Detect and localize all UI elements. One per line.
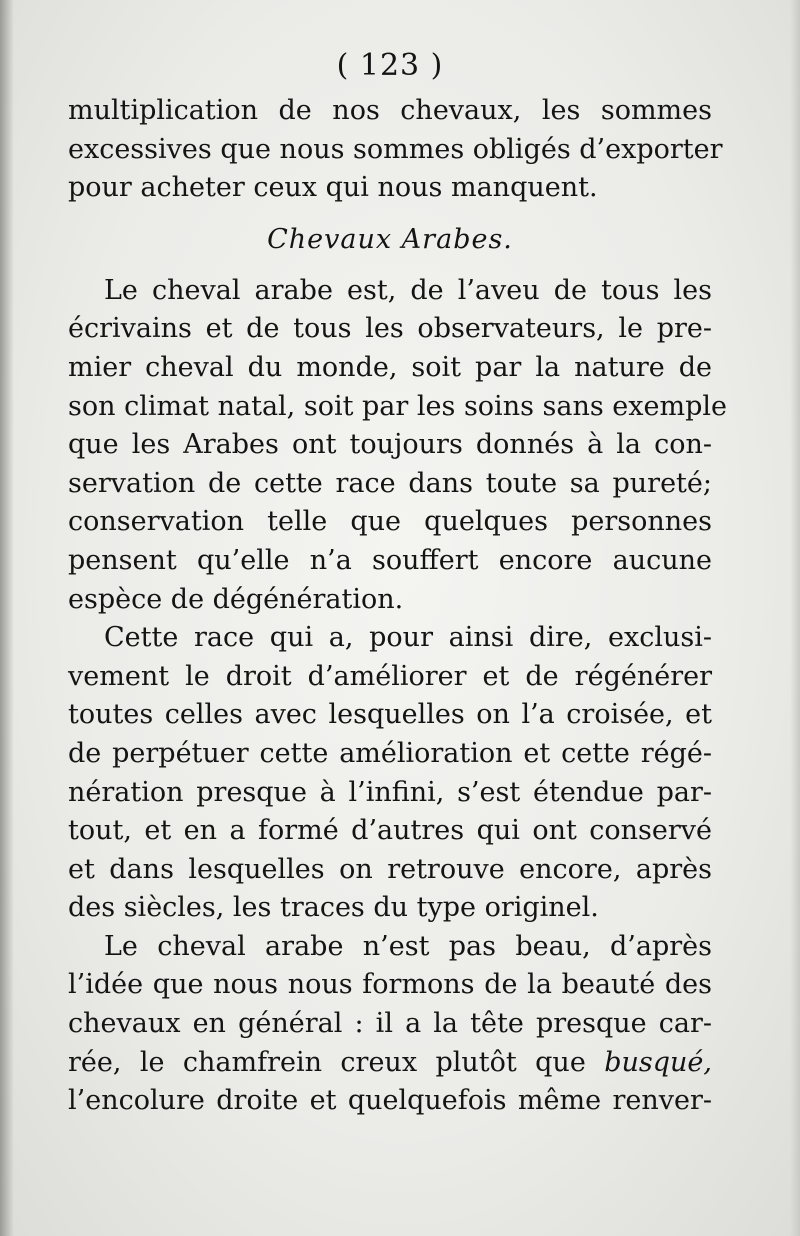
text-line: et dans lesquelles on retrouve encore, après	[68, 853, 712, 885]
body-text	[68, 92, 727, 1121]
text-line: l’idée que nous nous formons de la beauté des	[68, 969, 712, 1001]
page-edge	[790, 0, 800, 1236]
text-line-start: rée, le chamfrein creux plutôt que	[68, 1046, 586, 1078]
page-number: ( 123 )	[336, 48, 444, 83]
text-line: l’encolure droite et quelquefois même renver-	[68, 1085, 712, 1117]
text-line: chevaux en général : il a la tête presque car-	[68, 1008, 712, 1040]
italic-word: busqué,	[604, 1046, 712, 1078]
text-line: servation de cette race dans toute sa pureté;	[68, 467, 712, 499]
text-line: pensent qu’elle n’a souffert encore aucune	[68, 544, 712, 576]
text-line: multiplication de nos chevaux, les sommes	[68, 95, 712, 126]
text-line: des siècles, les traces du type originel.	[68, 892, 599, 924]
page-gutter-shadow	[0, 0, 14, 1236]
text-line-with-italic	[68, 1044, 712, 1083]
section-heading: Chevaux Arabes.	[267, 223, 513, 255]
text-line: tout, et en a formé d’autres qui ont conservé	[68, 815, 712, 847]
text-line: conservation telle que quelques personnes	[68, 506, 712, 538]
text-line: de perpétuer cette amélioration et cette régé-	[68, 737, 712, 769]
text-line: que les Arabes ont toujours donnés à la con-	[68, 429, 712, 461]
text-line: excessives que nous sommes obligés d’exporter	[68, 133, 723, 165]
text-line: son climat natal, soit par les soins sans exemple	[68, 390, 727, 422]
text-line: Le cheval arabe est, de l’aveu de tous les	[104, 274, 712, 306]
text-line: Cette race qui a, pour ainsi dire, exclusi-	[104, 622, 712, 654]
text-line: Le cheval arabe n’est pas beau, d’après	[104, 930, 712, 962]
text-line: écrivains et de tous les observateurs, le pre-	[68, 313, 712, 345]
text-line: espèce de dégénération.	[68, 583, 404, 615]
text-line: pour acheter ceux qui nous manquent.	[68, 172, 598, 204]
text-line: nération presque à l’infini, s’est étendue par-	[68, 776, 712, 808]
text-line: vement le droit d’améliorer et de régénérer	[68, 660, 712, 692]
text-line: toutes celles avec lesquelles on l’a croisée, et	[68, 699, 712, 731]
text-line: mier cheval du monde, soit par la nature de	[68, 351, 712, 383]
